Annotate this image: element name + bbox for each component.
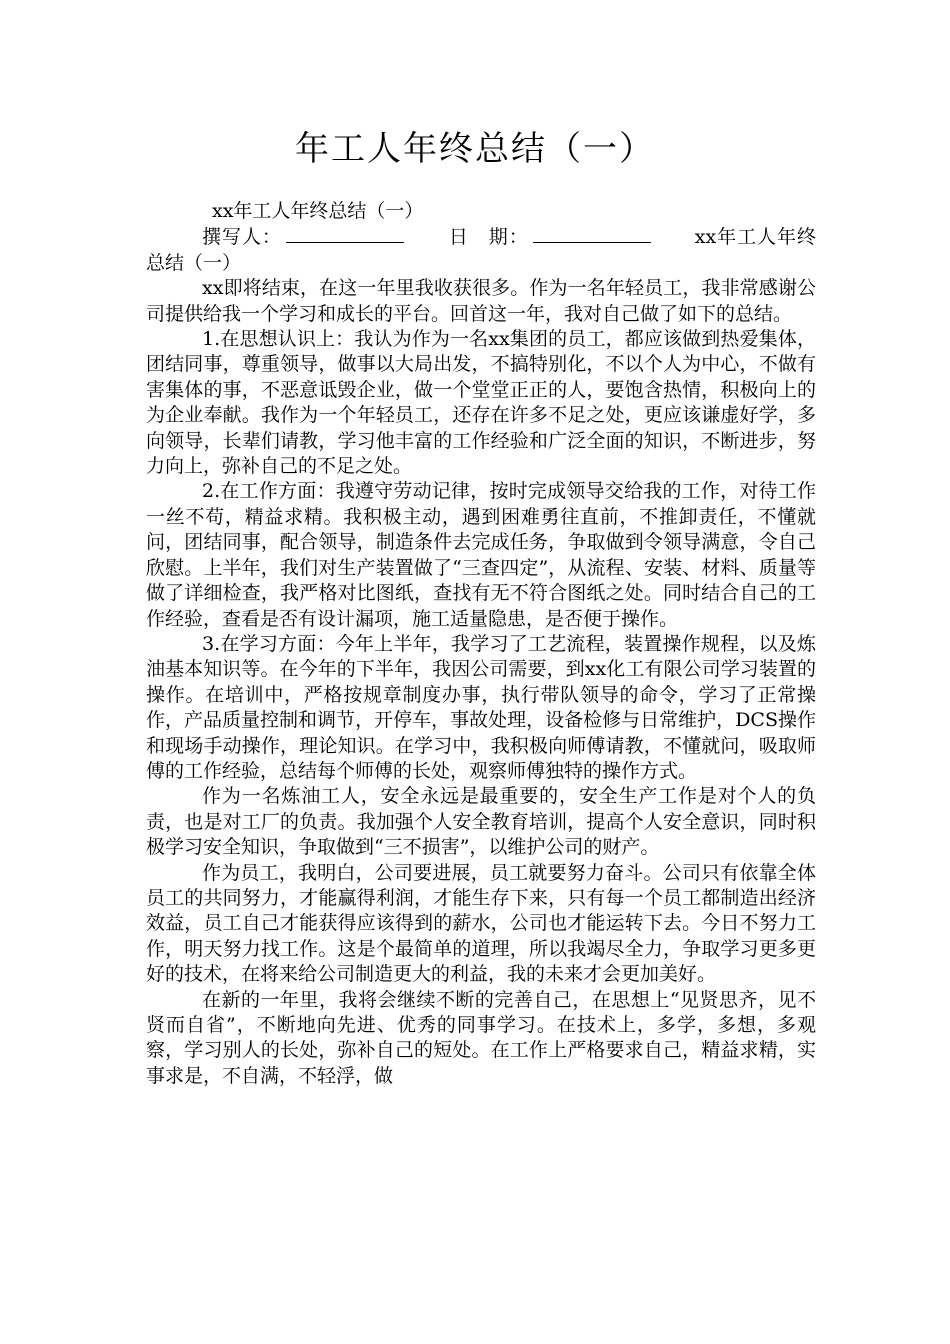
author-label: 撰写人： xyxy=(202,226,282,249)
paragraph-study: 3.在学习方面：今年上半年，我学习了工艺流程，装置操作规程，以及炼油基本知识等。在今年的下半年，我因公司需要，到xx化工有限公司学习装置的操作。在培训中，严格按规章制度办事，执行带队领导的命令，学习了正常操作，产品质量控制和调节，开停车，事故处理，设备检修与日常维护，DCS操作和现场手动操作，理论知识。在学习中，我积极向师傅请教，不懂就问，吸取师傅的工作经验，总结每个师傅的长处，观察师傅独特的操作方式。 xyxy=(146,632,816,782)
document-body xyxy=(146,199,816,1089)
paragraph-intro: xx即将结束，在这一年里我收获很多。作为一名年轻员工，我非常感谢公司提供给我一个学习和成长的平台。回首这一年，我对自己做了如下的总结。 xyxy=(146,277,816,325)
paragraph-new-year: 在新的一年里，我将会继续不断的完善自己，在思想上“见贤思齐，见不贤而自省”，不断地向先进、优秀的同事学习。在技术上，多学，多想，多观察，学习别人的长处，弥补自己的短处。在工作上严格要求自己，精益求精，实事求是，不自满，不轻浮，做 xyxy=(146,988,816,1087)
date-blank-field xyxy=(533,224,651,243)
author-blank-field xyxy=(286,224,404,243)
date-label: 日 期： xyxy=(447,226,529,249)
document-meta-line xyxy=(146,224,816,276)
paragraph-work: 2.在工作方面：我遵守劳动记律，按时完成领导交给我的工作，对待工作一丝不苟，精益求精。我积极主动，遇到困难勇往直前，不推卸责任，不懂就问，团结同事，配合领导，制造条件去完成任务，争取做到令领导满意，令自己欣慰。上半年，我们对生产装置做了“三查四定”，从流程、安装、材料、质量等做了详细检查，我严格对比图纸，查找有无不符合图纸之处。同时结合自己的工作经验，查看是否有设计漏项，施工适量隐患，是否便于操作。 xyxy=(146,480,816,630)
paragraph-thought: 1.在思想认识上：我认为作为一名xx集团的员工，都应该做到热爱集体，团结同事，尊重领导，做事以大局出发，不搞特别化，不以个人为中心，不做有害集体的事，不恶意诋毁企业，做一个堂堂正正的人，要饱含热情，积极向上的为企业奉献。我作为一个年轻员工，还存在许多不足之处，更应该谦虚好学，多向领导，长辈们请教，学习他丰富的工作经验和广泛全面的知识，不断进步，努力向上，弥补自己的不足之处。 xyxy=(146,328,816,478)
paragraph-effort: 作为员工，我明白，公司要进展，员工就要努力奋斗。公司只有依靠全体员工的共同努力，才能赢得利润，才能生存下来，只有每一个员工都制造出经济效益，员工自己才能获得应该得到的薪水，公司也才能运转下去。今日不努力工作，明天努力找工作。这是个最简单的道理，所以我竭尽全力，争取学习更多更好的技术，在将来给公司制造更大的利益，我的未来才会更加美好。 xyxy=(146,861,816,986)
paragraph-safety: 作为一名炼油工人，安全永远是最重要的，安全生产工作是对个人的负责，也是对工厂的负责。我加强个人安全教育培训，提高个人安全意识，同时积极学习安全知识，争取做到“三不损害”，以维护公司的财产。 xyxy=(146,785,816,859)
meta-trailing-text: xx年工人年终总结（一） xyxy=(146,226,816,274)
page-title: 年工人年终总结（一） xyxy=(295,129,655,169)
document-subtitle: xx年工人年终总结（一） xyxy=(212,200,424,222)
